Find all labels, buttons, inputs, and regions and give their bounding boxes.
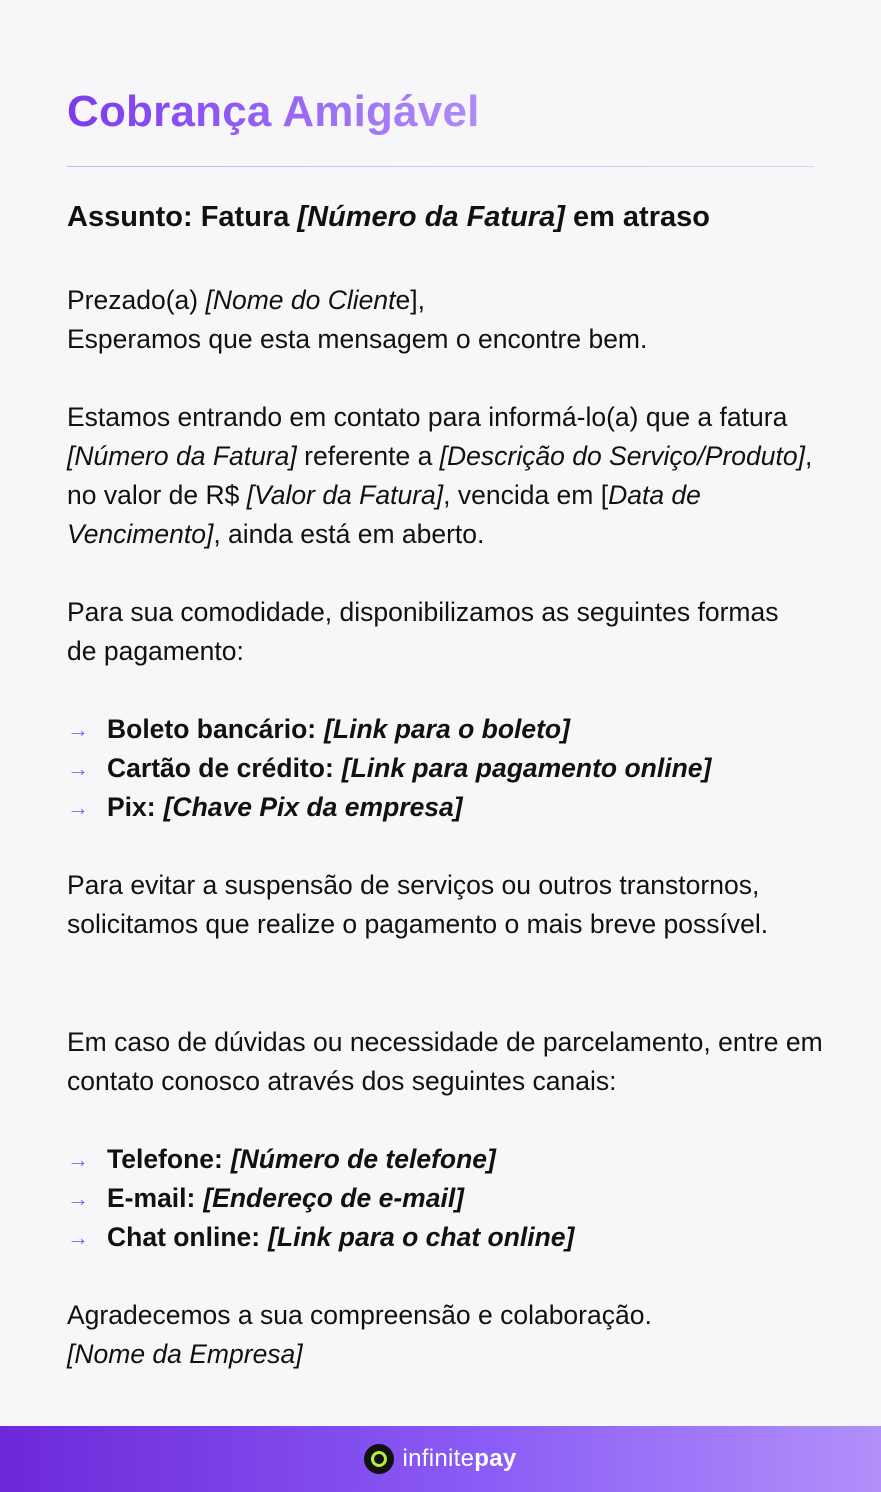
email-subject	[67, 197, 710, 237]
payment-method-label: Boleto bancário:	[107, 714, 317, 744]
logo-ring	[371, 1451, 387, 1467]
closing	[67, 1296, 847, 1374]
payment-method-value: [Link para pagamento online]	[341, 753, 712, 783]
invoice-text-2: referente a	[296, 441, 440, 471]
arrow-right-icon: →	[67, 795, 89, 820]
footer-bar	[0, 1426, 881, 1492]
payment-method-value: [Link para o boleto]	[324, 714, 570, 744]
invoice-text-4: , vencida em [	[443, 480, 609, 510]
contact-channel-value: [Número de telefone]	[230, 1144, 496, 1174]
list-item	[67, 749, 711, 788]
payment-methods-list	[67, 710, 711, 827]
list-item	[67, 1179, 574, 1218]
greeting-prefix: Prezado(a)	[67, 285, 206, 315]
arrow-right-icon: →	[67, 1186, 89, 1211]
invoice-value-placeholder: [Valor da Fatura]	[246, 480, 444, 510]
payment-method-label: Pix:	[107, 792, 156, 822]
brand-wordmark-bold: pay	[474, 1445, 517, 1472]
invoice-paragraph	[67, 398, 847, 554]
arrow-right-icon: →	[67, 1225, 89, 1250]
invoice-number-placeholder: [Número da Fatura]	[67, 441, 297, 471]
title-divider	[67, 166, 814, 167]
suspension-paragraph: Para evitar a suspensão de serviços ou outros transtornos, solicitamos que realize o pagamento o mais breve possível.	[67, 870, 769, 939]
service-description-placeholder: [Descrição do Serviço/Produto]	[439, 441, 805, 471]
payment-intro-paragraph: Para sua comodidade, disponibilizamos as seguintes formas de pagamento:	[67, 597, 779, 666]
list-item	[67, 788, 711, 827]
list-item	[67, 1218, 574, 1257]
invoice-text-5: , ainda está em aberto.	[213, 519, 485, 549]
subject-prefix: Assunto: Fatura	[67, 201, 298, 233]
closing-line-1: Agradecemos a sua compreensão e colaboração.	[67, 1300, 652, 1330]
greeting-line-2: Esperamos que esta mensagem o encontre bem.	[67, 324, 648, 354]
contact-channel-value: [Endereço de e-mail]	[203, 1183, 465, 1213]
page-title: Cobrança Amigável	[67, 84, 480, 140]
subject-suffix: em atraso	[564, 201, 710, 233]
due-date-placeholder: Data de Vencimento]	[67, 480, 701, 549]
subject-placeholder: [Número da Fatura]	[297, 201, 565, 233]
list-item	[67, 1140, 574, 1179]
payment-method-value: [Chave Pix da empresa]	[163, 792, 463, 822]
infinitepay-logo-icon	[364, 1444, 394, 1474]
contact-channel-label: Chat online:	[107, 1222, 261, 1252]
contact-channel-label: Telefone:	[107, 1144, 223, 1174]
brand-wordmark-light: infinite	[402, 1445, 475, 1472]
list-item	[67, 710, 711, 749]
invoice-text-3: , no valor de R$	[67, 441, 813, 510]
arrow-right-icon: →	[67, 756, 89, 781]
company-name-placeholder: [Nome da Empresa]	[67, 1339, 303, 1369]
contact-channels-list	[67, 1140, 574, 1257]
contact-channel-label: E-mail:	[107, 1183, 196, 1213]
arrow-right-icon: →	[67, 717, 89, 742]
greeting-client-placeholder: [Nome do Client	[205, 285, 396, 315]
greeting-suffix: ],	[410, 285, 425, 315]
payment-method-label: Cartão de crédito:	[107, 753, 334, 783]
greeting	[67, 281, 847, 359]
contact-intro-paragraph: Em caso de dúvidas ou necessidade de parcelamento, entre em contato conosco através dos seguintes canais:	[67, 1027, 823, 1096]
contact-channel-value: [Link para o chat online]	[268, 1222, 575, 1252]
brand-logo	[364, 1444, 516, 1474]
invoice-text-1: Estamos entrando em contato para informá-lo(a) que a fatura	[67, 402, 788, 432]
arrow-right-icon: →	[67, 1147, 89, 1172]
greeting-client-tail: e	[395, 285, 411, 315]
brand-wordmark	[402, 1445, 516, 1473]
